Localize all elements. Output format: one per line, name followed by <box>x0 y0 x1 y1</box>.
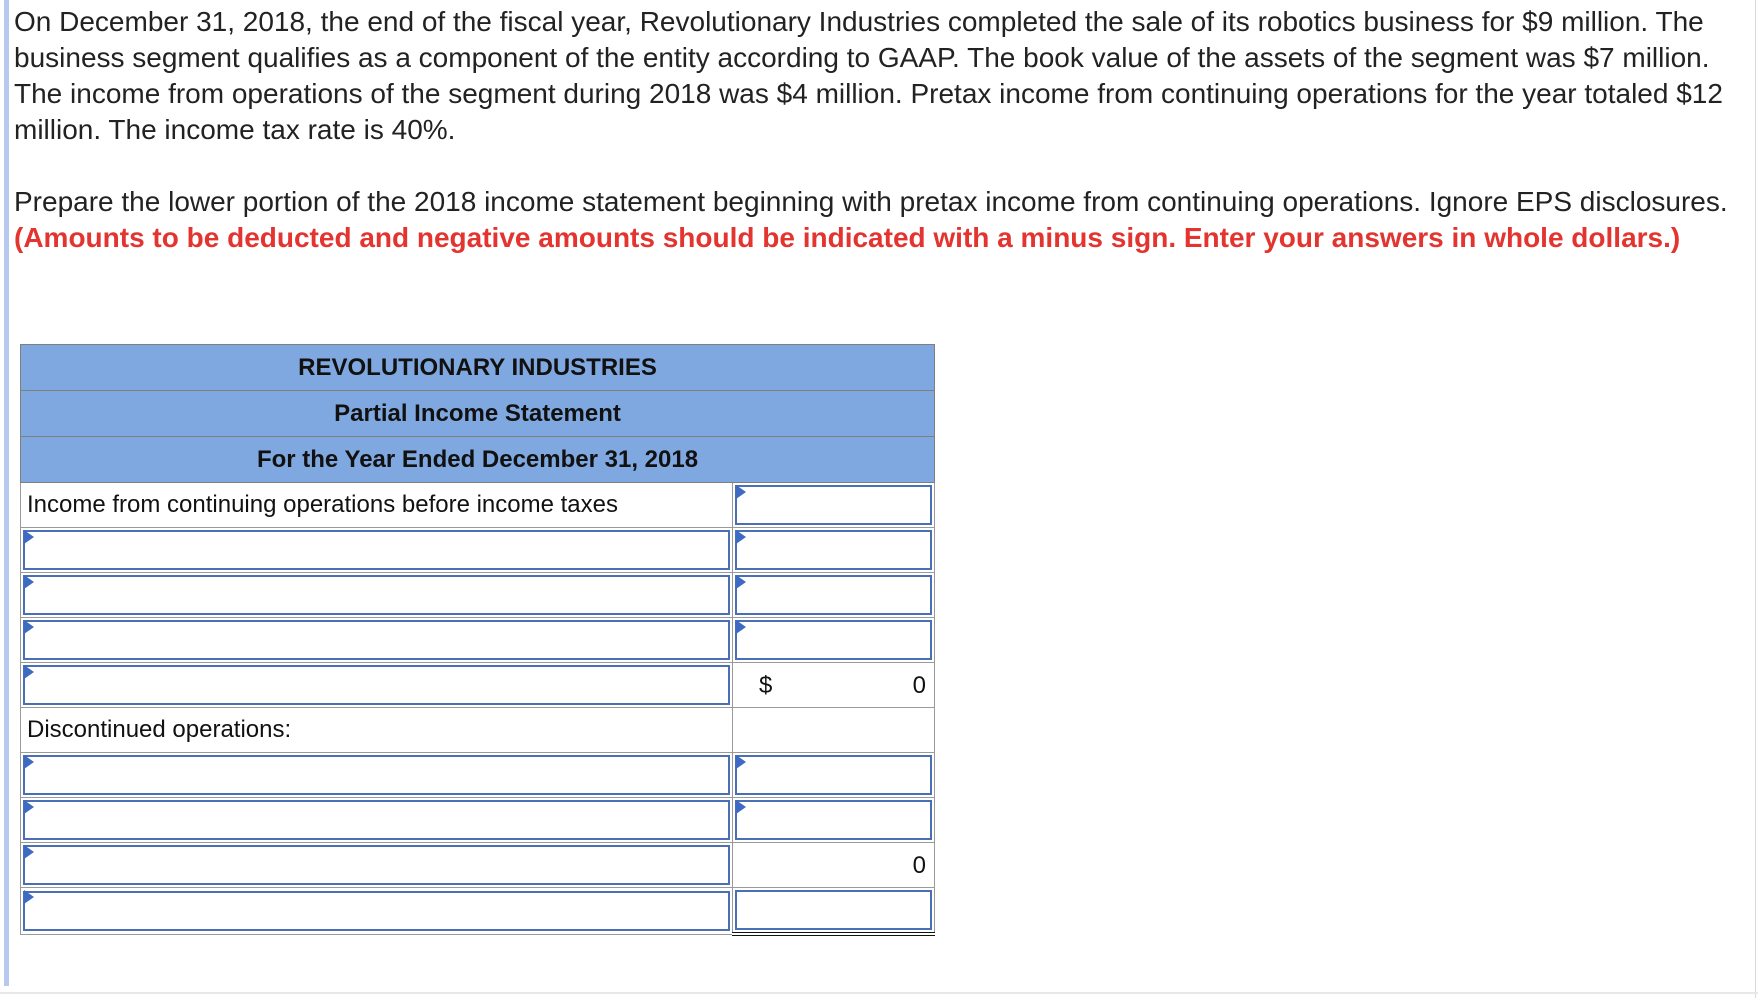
line-amount-input[interactable] <box>735 575 932 615</box>
line-label-cell <box>21 528 733 573</box>
dropdown-marker-icon <box>24 890 34 904</box>
income-before-taxes-amount-cell <box>733 483 935 528</box>
bottom-divider <box>0 992 1758 994</box>
line-amount-cell <box>733 753 935 798</box>
left-accent-bar <box>4 0 9 986</box>
table-row <box>21 708 935 753</box>
dropdown-marker-icon <box>24 755 34 769</box>
dropdown-marker-icon <box>736 620 746 634</box>
subtotal-label-cell <box>21 663 733 708</box>
table-row <box>21 888 935 935</box>
line-amount-input[interactable] <box>735 800 932 840</box>
net-income-amount-input[interactable] <box>735 890 932 930</box>
statement-period: For the Year Ended December 31, 2018 <box>21 437 935 483</box>
line-label-cell <box>21 753 733 798</box>
net-income-label-cell <box>21 888 733 935</box>
dropdown-marker-icon <box>736 800 746 814</box>
line-amount-input[interactable] <box>735 620 932 660</box>
subtotal-label-input[interactable] <box>23 665 730 705</box>
line-amount-cell <box>733 618 935 663</box>
line-amount-cell <box>733 573 935 618</box>
discontinued-operations-amount-cell <box>733 708 935 753</box>
dropdown-marker-icon <box>24 800 34 814</box>
discontinued-total-value: 0 <box>912 852 927 879</box>
dropdown-marker-icon <box>24 845 34 859</box>
instructions-paragraph <box>14 184 1749 256</box>
instructions-text: Prepare the lower portion of the 2018 income statement beginning with pretax income from continuing operations. Ignore EPS disclosures. <box>14 186 1728 217</box>
question-text <box>14 4 1749 256</box>
instructions-note: (Amounts to be deducted and negative amounts should be indicated with a minus sign. Enter your answers in whole dollars.) <box>14 222 1681 253</box>
discontinued-total-label-cell <box>21 843 733 888</box>
discontinued-total-amount-cell <box>733 843 935 888</box>
header-period-row <box>21 437 935 483</box>
table-row <box>21 798 935 843</box>
discontinued-operations-label: Discontinued operations: <box>21 708 733 753</box>
subtotal-value: 0 <box>912 672 927 699</box>
income-before-taxes-label: Income from continuing operations before income taxes <box>21 483 733 528</box>
net-income-label-input[interactable] <box>23 891 730 931</box>
company-name: REVOLUTIONARY INDUSTRIES <box>21 345 935 391</box>
net-income-amount-cell <box>733 888 935 935</box>
table-row <box>21 573 935 618</box>
table-row <box>21 663 935 708</box>
table-row <box>21 618 935 663</box>
line-label-input[interactable] <box>23 620 730 660</box>
dropdown-marker-icon <box>24 530 34 544</box>
line-label-input[interactable] <box>23 800 730 840</box>
line-amount-cell <box>733 528 935 573</box>
header-title-row <box>21 391 935 437</box>
right-edge-divider <box>1755 0 1756 998</box>
line-label-input[interactable] <box>23 755 730 795</box>
dropdown-marker-icon <box>24 665 34 679</box>
line-label-input[interactable] <box>23 575 730 615</box>
line-amount-input[interactable] <box>735 755 932 795</box>
income-statement-table <box>20 344 935 936</box>
dropdown-marker-icon <box>736 575 746 589</box>
table-row <box>21 483 935 528</box>
line-label-cell <box>21 798 733 843</box>
line-label-cell <box>21 573 733 618</box>
table-row <box>21 843 935 888</box>
line-label-cell <box>21 618 733 663</box>
header-company-row <box>21 345 935 391</box>
dropdown-marker-icon <box>736 530 746 544</box>
dropdown-marker-icon <box>24 620 34 634</box>
dropdown-marker-icon <box>736 755 746 769</box>
discontinued-total-label-input[interactable] <box>23 845 730 885</box>
dropdown-marker-icon <box>24 575 34 589</box>
dropdown-marker-icon <box>736 485 746 499</box>
line-label-input[interactable] <box>23 530 730 570</box>
table-row <box>21 528 935 573</box>
table-row <box>21 753 935 798</box>
currency-symbol: $ <box>759 672 773 699</box>
line-amount-input[interactable] <box>735 530 932 570</box>
statement-title: Partial Income Statement <box>21 391 935 437</box>
income-before-taxes-amount-input[interactable] <box>735 485 932 525</box>
problem-paragraph: On December 31, 2018, the end of the fiscal year, Revolutionary Industries completed the sale of its robotics business for $9 million. The business segment qualifies as a component of the entity according to GAAP. The book value of the assets of the segment was $7 million. The income from operations of the segment during 2018 was $4 million. Pretax income from continuing operations for the year totaled $12 million. The income tax rate is 40%. <box>14 6 1723 145</box>
subtotal-amount-cell <box>733 663 935 708</box>
line-amount-cell <box>733 798 935 843</box>
